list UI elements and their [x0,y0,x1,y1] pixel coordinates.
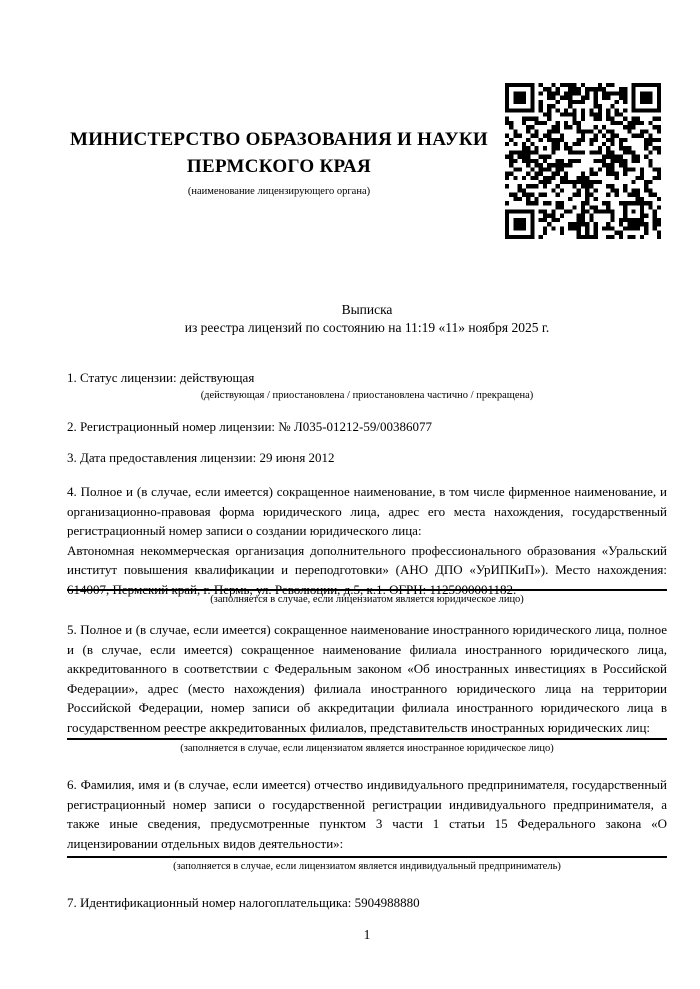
document-title [67,301,667,336]
item-1-status-options-caption: (действующая / приостановлена / приостановлена частично / прекращена) [200,390,534,401]
licensing-authority-header [67,126,491,198]
item-6-individual-entrepreneur: 6. Фамилия, имя и (в случае, если имеется) отчество индивидуального предпринимателя, государственный регистрационный номер записи о государственной регистрации индивидуального предпринимателя, а также иные сведения, предусмотренные пунктом 3 части 1 статьи 15 Федерального закона «О лицензировании отдельных видов деятельности»: [67,777,667,851]
item-2-registration-number: 2. Регистрационный номер лицензии: № Л035-01212-59/00386077 [67,419,433,434]
item-1-license-status: 1. Статус лицензии: действующая [67,370,255,385]
ministry-name-line1: МИНИСТЕРСТВО ОБРАЗОВАНИЯ И НАУКИ [69,129,489,150]
ministry-name-line2: ПЕРМСКОГО КРАЯ [186,156,372,177]
qr-code-icon [505,83,661,239]
document-title-line2: из реестра лицензий по состоянию на 11:19 «11» ноября 2025 г. [184,319,550,335]
item-4-question: 4. Полное и (в случае, если имеется) сокращенное наименование, в том числе фирменное наименование, и организационно-правовая форма юридического лица, адрес его места нахождения, государственный регистрационный номер записи о создании юридического лица: [67,484,667,538]
item-3-license-date: 3. Дата предоставления лицензии: 29 июня 2012 [67,450,335,465]
item-5-foreign-entity: 5. Полное и (в случае, если имеется) сокращенное наименование иностранного юридического лица, полное и (в случае, если имеется) сокращенное наименование филиала иностранного юридического лица, аккредитованного в соответствии с Федеральным законом «Об иностранных инвестициях в Российской Федерации», адрес (место нахождения) филиала иностранного юридического лица на территории Российской Федерации, номер записи об аккредитации филиала иностранного юридического лица в государственном реестре аккредитованных филиалов, представительств иностранных юридических лиц: [67,622,667,735]
item-4-legal-entity [67,482,667,599]
item-7-taxpayer-number: 7. Идентификационный номер налогоплательщика: 5904988880 [67,895,420,910]
document-title-line1: Выписка [341,302,393,317]
item-5-fill-note: (заполняется в случае, если лицензиатом является иностранное юридическое лицо) [67,738,667,755]
item-6-fill-note: (заполняется в случае, если лицензиатом является индивидуальный предприниматель) [67,856,667,873]
item-4-fill-note: (заполняется в случае, если лицензиатом является юридическое лицо) [67,589,667,606]
page-number: 1 [363,927,371,942]
ministry-caption: (наименование лицензирующего органа) [187,186,371,197]
item-4-answer: Автономная некоммерческая организация дополнительного профессионального образования «Уральский институт повышения квалификации и переподготовки» (АНО ДПО «УрИПКиП»). Место нахождения: 614007, Пермский край, г. Пермь, ул. Революции, д.5, к.1. ОГРН: 1125900001182. [67,542,667,597]
